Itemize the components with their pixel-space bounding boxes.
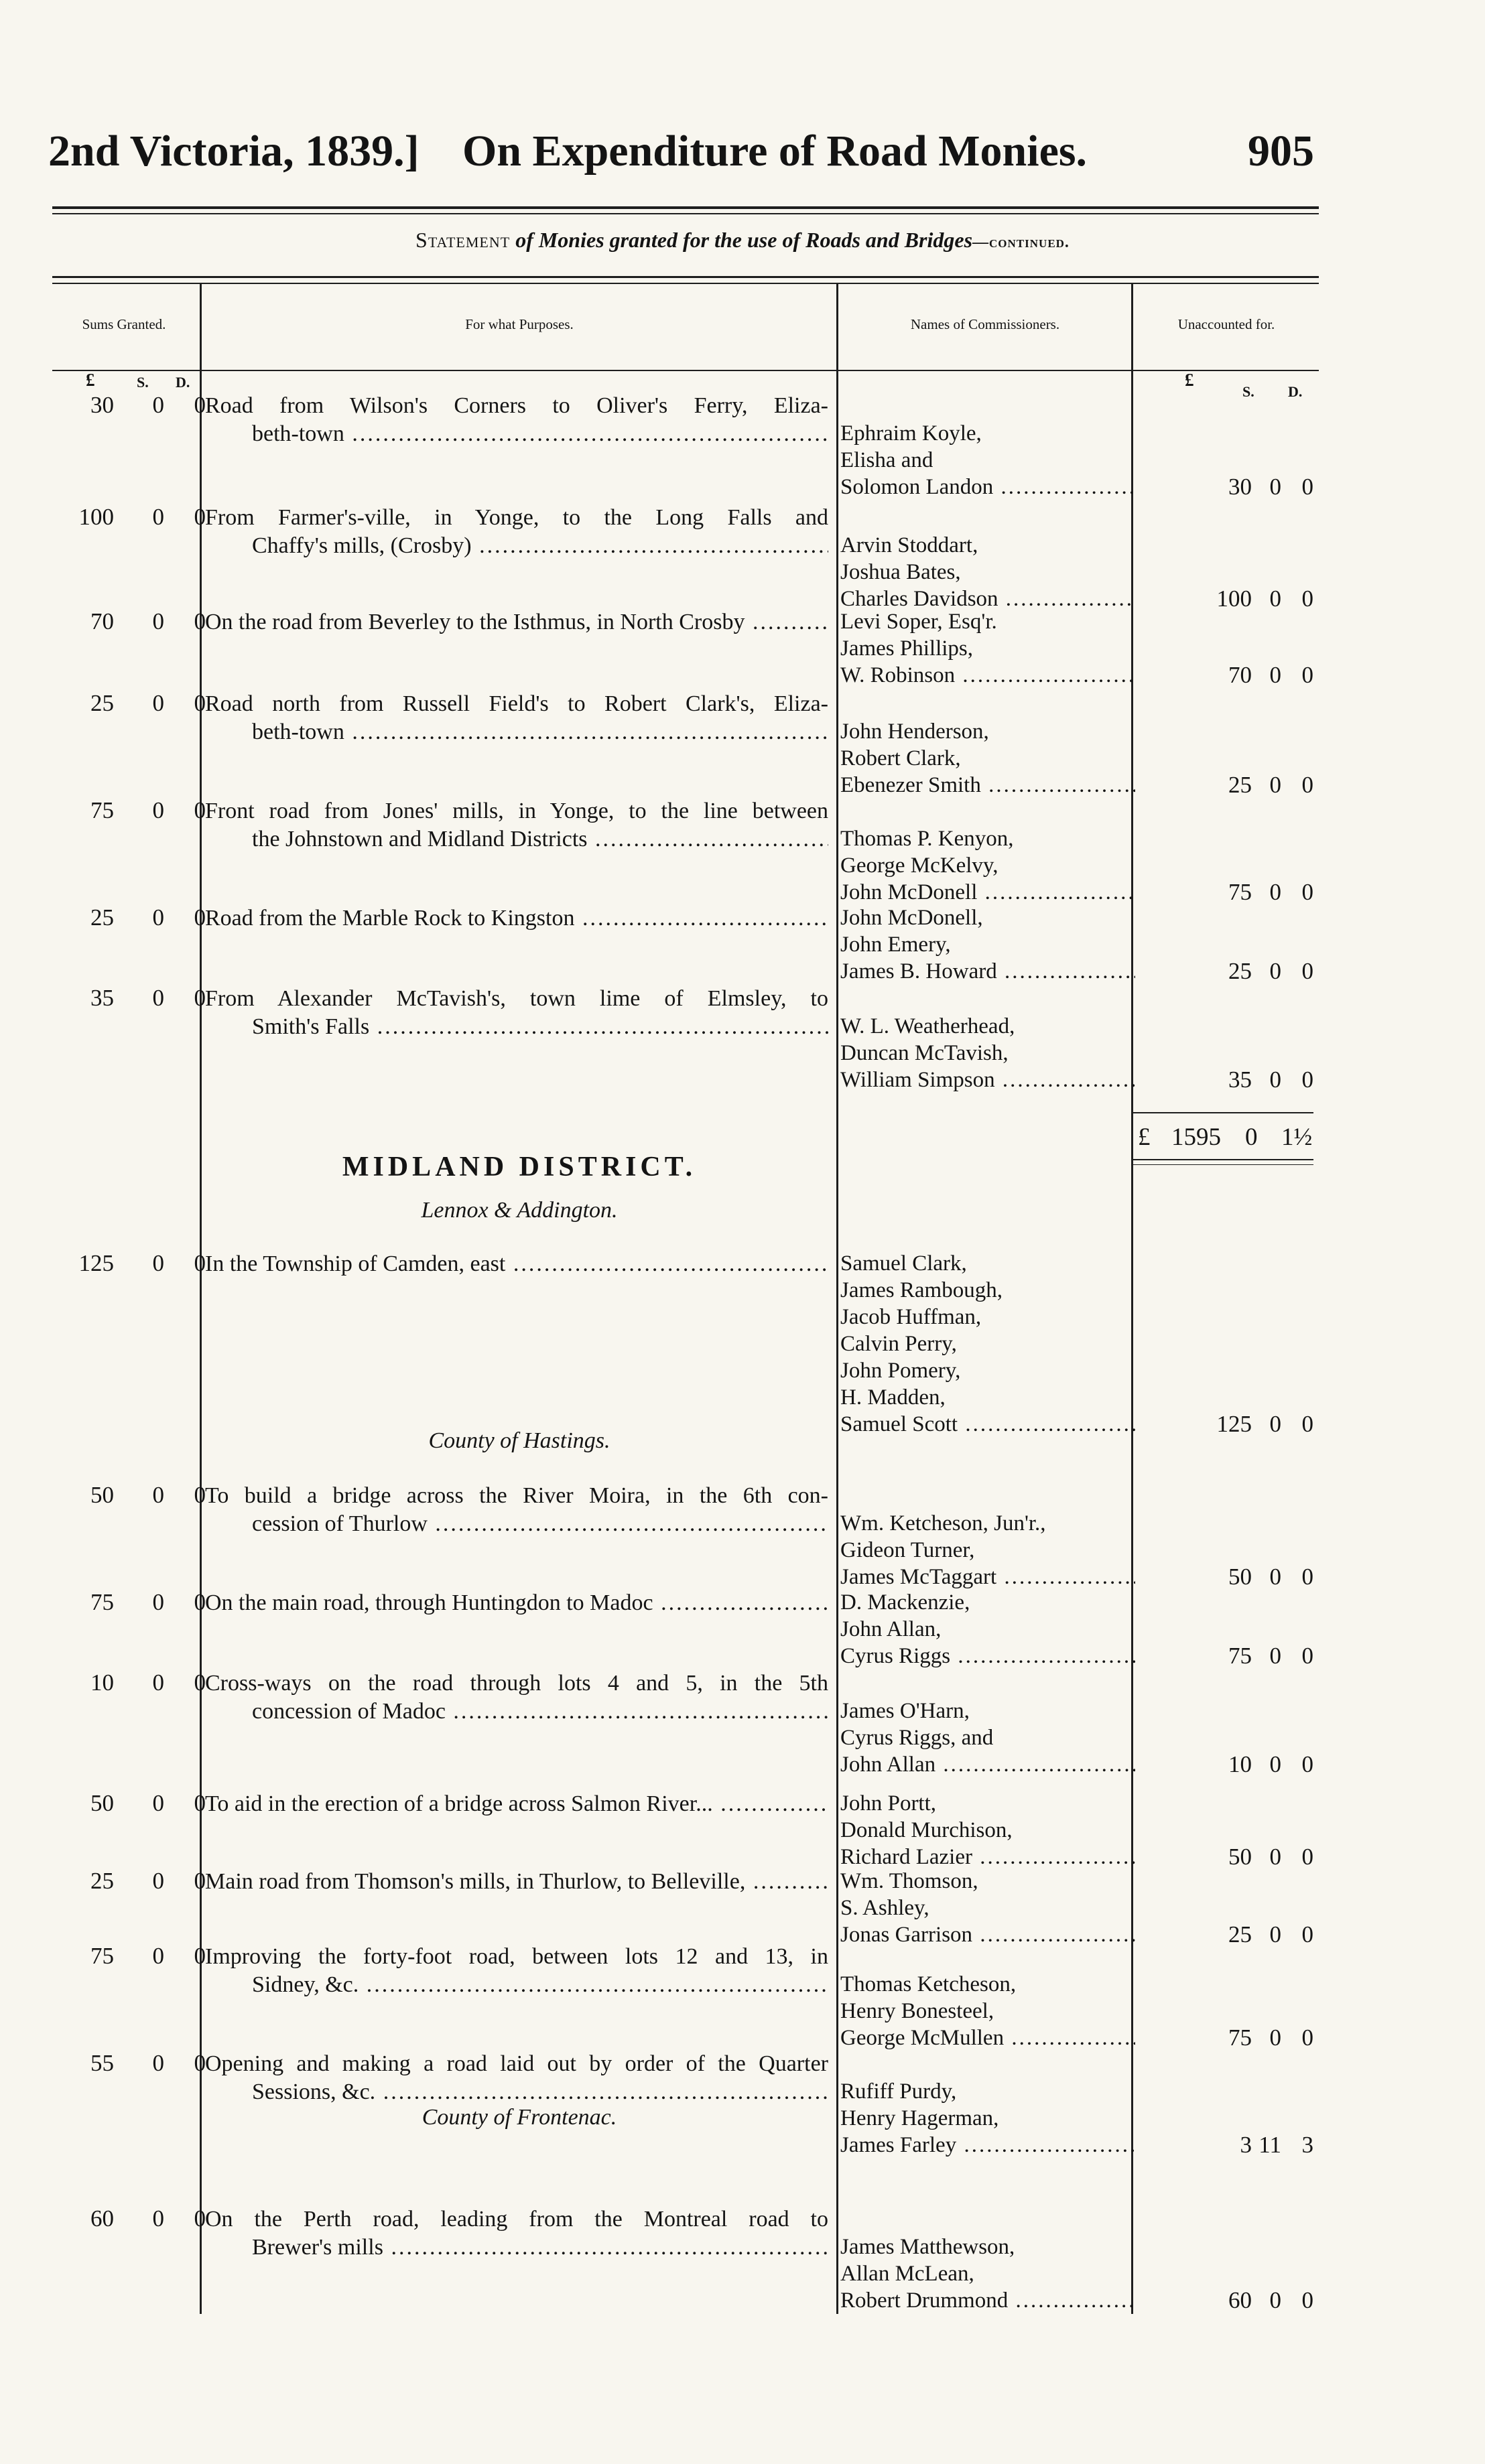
purpose-text <box>205 2205 828 2262</box>
commissioner-name: George McKelvy, <box>840 853 998 878</box>
commissioner-name: John McDonell, <box>840 906 983 930</box>
unaccounted-pence: 0 <box>1301 474 1313 500</box>
unaccounted-shillings: 0 <box>1269 958 1281 984</box>
commissioner-name: John Portt, <box>840 1791 937 1816</box>
purpose-line-1: From Alexander McTavish's, town lime of Elmsley, to <box>205 986 828 1011</box>
sum-pence: 0 <box>194 1868 206 1894</box>
commissioners <box>840 1790 1135 1870</box>
commissioner-name: John Allan ..... <box>840 1751 1135 1778</box>
commissioner-name: Wm. Ketcheson, Jun'r., <box>840 1511 1046 1535</box>
commissioner-name: John McDonell ..... <box>840 879 1135 906</box>
sum-shillings: 0 <box>152 1790 164 1816</box>
commissioner-name: Thomas Ketcheson, <box>840 1972 1017 1996</box>
unaccounted-pounds: 75 <box>1228 2025 1252 2051</box>
unaccounted-pounds: 50 <box>1228 1844 1252 1870</box>
purpose-line-1: On the main road, through Huntingdon to Madoc ..... <box>205 1589 828 1617</box>
sum-pounds: 25 <box>90 690 114 716</box>
sum-pounds: 30 <box>90 392 114 418</box>
unaccounted-shillings: 0 <box>1269 879 1281 905</box>
commissioner-name: Wm. Thomson, <box>840 1869 978 1893</box>
commissioner-name: William Simpson ..... <box>840 1067 1135 1093</box>
sum-pence: 0 <box>194 1589 206 1615</box>
sum-shillings: 0 <box>152 608 164 634</box>
commissioner-name: John Emery, <box>840 933 951 957</box>
header-rule-bottom <box>52 213 1319 214</box>
unaccounted-pence: 0 <box>1301 772 1313 798</box>
commissioner-name: H. Madden, <box>840 1385 946 1410</box>
sum-shillings: 0 <box>152 504 164 530</box>
purpose-text <box>205 1669 828 1726</box>
purpose-text <box>205 1250 828 1278</box>
total-pence: 1½ <box>1281 1123 1313 1151</box>
sum-shillings: 0 <box>152 2205 164 2232</box>
unaccounted-pence: 0 <box>1301 662 1313 688</box>
commissioner-name: John Henderson, <box>840 720 989 744</box>
commissioner-name: James Farley ..... <box>840 2132 1135 2159</box>
unaccounted-shillings: 0 <box>1269 772 1281 798</box>
commissioners <box>840 1510 1135 1590</box>
sum-pounds: 70 <box>90 608 114 634</box>
unaccounted-pounds: 60 <box>1228 2287 1252 2313</box>
commissioner-name: Samuel Scott ..... <box>840 1411 1135 1438</box>
commissioner-name: John Allan, <box>840 1617 942 1641</box>
header-rule-top <box>52 206 1319 209</box>
commissioners <box>840 420 1135 500</box>
purpose-line-1: From Farmer's-ville, in Yonge, to the Long Falls and <box>205 505 828 530</box>
sum-pence: 0 <box>194 690 206 716</box>
running-head-left: 2nd Victoria, 1839.] <box>48 127 419 176</box>
col-header-unaccounted: Unaccounted for. <box>1177 316 1275 332</box>
purpose-line-2: the Johnstown and Midland Districts ..... <box>205 825 828 853</box>
purpose-text <box>205 2050 828 2106</box>
commissioner-name: Allan McLean, <box>840 2262 974 2286</box>
sum-pounds: 60 <box>90 2205 114 2232</box>
commissioner-name: Richard Lazier ..... <box>840 1844 1135 1870</box>
commissioner-name: James Phillips, <box>840 636 974 661</box>
purpose-line-1: To build a bridge across the River Moira, in the 6th con- <box>205 1483 828 1508</box>
unit-pence: D. <box>176 374 190 391</box>
commissioners <box>840 1589 1135 1669</box>
unaccounted-pence: 0 <box>1301 1921 1313 1947</box>
caption-statement: Statement <box>415 228 511 252</box>
unit-pound: £ <box>86 370 95 390</box>
purpose-line-2: concession of Madoc ..... <box>205 1698 828 1726</box>
col-header-names: Names of Commissioners. <box>910 316 1060 332</box>
sum-pence: 0 <box>194 1669 206 1696</box>
unaccounted-shillings: 0 <box>1269 1751 1281 1777</box>
unaccounted-pounds: 25 <box>1228 772 1252 798</box>
commissioners <box>840 1698 1135 1778</box>
sum-pounds: 100 <box>78 504 114 530</box>
unaccounted-pence: 0 <box>1301 2287 1313 2313</box>
section-lennox: Lennox & Addington. <box>421 1198 618 1223</box>
unaccounted-pence: 0 <box>1301 1643 1313 1669</box>
commissioner-name: Cyrus Riggs ..... <box>840 1643 1135 1669</box>
commissioner-name: John Pomery, <box>840 1359 961 1383</box>
unaccounted-pounds: 25 <box>1228 958 1252 984</box>
purpose-line-2: Sidney, &c. ..... <box>205 1971 828 1999</box>
purpose-line-1: Improving the forty-foot road, between lots 12 and 13, in <box>205 1944 828 1969</box>
purpose-text <box>205 1790 828 1818</box>
unaccounted-pounds: 3 <box>1240 2132 1252 2158</box>
unaccounted-shillings: 0 <box>1269 662 1281 688</box>
commissioner-name: Robert Drummond ..... <box>840 2287 1135 2314</box>
sum-pence: 0 <box>194 2205 206 2232</box>
commissioners <box>840 2234 1135 2314</box>
sum-shillings: 0 <box>152 1589 164 1615</box>
sum-pence: 0 <box>194 904 206 931</box>
purpose-line-1: In the Township of Camden, east ..... <box>205 1250 828 1278</box>
column-divider-2 <box>836 284 838 2314</box>
sum-shillings: 0 <box>152 797 164 823</box>
commissioner-name: George McMullen ..... <box>840 2025 1135 2051</box>
commissioners <box>840 1868 1135 1948</box>
purpose-line-2: cession of Thurlow ..... <box>205 1510 828 1538</box>
purpose-line-2: beth-town ..... <box>205 420 828 448</box>
unaccounted-pence: 0 <box>1301 1067 1313 1093</box>
running-head-title: On Expenditure of Road Monies. <box>462 127 1088 176</box>
unaccounted-shillings: 0 <box>1269 1411 1281 1437</box>
unit-pound-right: £ <box>1185 370 1194 390</box>
commissioner-name: S. Ashley, <box>840 1896 929 1920</box>
commissioner-name: Calvin Perry, <box>840 1332 957 1356</box>
total-pounds: 1595 <box>1171 1123 1221 1151</box>
sum-pence: 0 <box>194 2050 206 2076</box>
unaccounted-shillings: 0 <box>1269 2287 1281 2313</box>
total-shillings: 0 <box>1245 1123 1258 1151</box>
sum-shillings: 0 <box>152 985 164 1011</box>
purpose-text <box>205 504 828 560</box>
total-rule-top <box>1133 1112 1313 1113</box>
unaccounted-shillings: 11 <box>1258 2132 1281 2158</box>
commissioners <box>840 1250 1135 1438</box>
unaccounted-pounds: 10 <box>1228 1751 1252 1777</box>
unaccounted-pounds: 50 <box>1228 1564 1252 1590</box>
unaccounted-pounds: 70 <box>1228 662 1252 688</box>
caption-text: of Monies granted for the use of Roads and Bridges <box>510 228 973 252</box>
unaccounted-pence: 0 <box>1301 1564 1313 1590</box>
table-rule-top <box>52 276 1319 278</box>
sum-shillings: 0 <box>152 690 164 716</box>
unit-shilling: S. <box>137 374 149 391</box>
sum-pounds: 50 <box>90 1790 114 1816</box>
purpose-line-1: Front road from Jones' mills, in Yonge, to the line between <box>205 799 828 823</box>
commissioner-name: Henry Bonesteel, <box>840 1999 994 2023</box>
purpose-line-1: On the road from Beverley to the Isthmus, in North Crosby ..... <box>205 608 828 636</box>
purpose-line-2: beth-town ..... <box>205 718 828 746</box>
commissioners <box>840 1971 1135 2051</box>
unaccounted-shillings: 0 <box>1269 586 1281 612</box>
unaccounted-shillings: 0 <box>1269 1643 1281 1669</box>
sum-pence: 0 <box>194 608 206 634</box>
unaccounted-pounds: 30 <box>1228 474 1252 500</box>
sum-pence: 0 <box>194 1250 206 1276</box>
sum-shillings: 0 <box>152 1250 164 1276</box>
unaccounted-shillings: 0 <box>1269 1067 1281 1093</box>
commissioner-name: Elisha and <box>840 448 933 472</box>
commissioner-name: Henry Hagerman, <box>840 2106 999 2130</box>
commissioner-name: James B. Howard ..... <box>840 958 1135 985</box>
page-number: 905 <box>1248 127 1314 176</box>
unaccounted-shillings: 0 <box>1269 2025 1281 2051</box>
commissioner-name: Levi Soper, Esq'r. <box>840 610 997 634</box>
sum-pence: 0 <box>194 1790 206 1816</box>
purpose-text <box>205 608 828 636</box>
unit-pence-right: D. <box>1288 383 1303 400</box>
commissioner-name: Charles Davidson ..... <box>840 586 1135 612</box>
sum-pounds: 25 <box>90 904 114 931</box>
unaccounted-shillings: 0 <box>1269 474 1281 500</box>
commissioners <box>840 2078 1135 2159</box>
purpose-line-1: On the Perth road, leading from the Montreal road to <box>205 2207 828 2232</box>
unaccounted-pence: 0 <box>1301 958 1313 984</box>
commissioners <box>840 904 1135 985</box>
unaccounted-shillings: 0 <box>1269 1844 1281 1870</box>
commissioner-name: Duncan McTavish, <box>840 1041 1009 1065</box>
col-header-sums: Sums Granted. <box>82 316 166 332</box>
unaccounted-pence: 0 <box>1301 1751 1313 1777</box>
sum-shillings: 0 <box>152 1482 164 1508</box>
commissioners <box>840 532 1135 612</box>
sum-pounds: 75 <box>90 1589 114 1615</box>
purpose-line-1: Opening and making a road laid out by order of the Quarter <box>205 2051 828 2076</box>
caption-continued: —continued. <box>972 234 1070 251</box>
commissioner-name: Solomon Landon ..... <box>840 474 1135 500</box>
total-rule-bottom2 <box>1133 1164 1313 1165</box>
purpose-text <box>205 1482 828 1538</box>
sum-pence: 0 <box>194 504 206 530</box>
commissioner-name: Jacob Huffman, <box>840 1305 982 1329</box>
unaccounted-pence: 0 <box>1301 1844 1313 1870</box>
unaccounted-pence: 3 <box>1301 2132 1313 2158</box>
sum-pounds: 50 <box>90 1482 114 1508</box>
unit-shilling-right: S. <box>1242 383 1254 400</box>
sum-shillings: 0 <box>152 2050 164 2076</box>
commissioner-name: Cyrus Riggs, and <box>840 1726 994 1750</box>
sum-pounds: 25 <box>90 1868 114 1894</box>
unaccounted-pounds: 75 <box>1228 879 1252 905</box>
column-divider-1 <box>200 284 202 2314</box>
unaccounted-pounds: 25 <box>1228 1921 1252 1947</box>
unaccounted-shillings: 0 <box>1269 1564 1281 1590</box>
purpose-line-2: Chaffy's mills, (Crosby) ..... <box>205 532 828 560</box>
section-frontenac: County of Frontenac. <box>422 2105 617 2130</box>
commissioner-name: Ephraim Koyle, <box>840 421 982 446</box>
unaccounted-pence: 0 <box>1301 586 1313 612</box>
commissioner-name: Thomas P. Kenyon, <box>840 827 1014 851</box>
sum-shillings: 0 <box>152 1868 164 1894</box>
purpose-text <box>205 797 828 853</box>
commissioners <box>840 718 1135 799</box>
purpose-line-1: To aid in the erection of a bridge across Salmon River... ..... <box>205 1790 828 1818</box>
total-pound: £ <box>1138 1123 1151 1151</box>
sum-shillings: 0 <box>152 392 164 418</box>
district-heading: MIDLAND DISTRICT. <box>342 1152 697 1182</box>
sum-shillings: 0 <box>152 1669 164 1696</box>
table-rule-top2 <box>52 283 1319 284</box>
unaccounted-pounds: 100 <box>1216 586 1252 612</box>
col-header-purposes: For what Purposes. <box>465 316 574 332</box>
commissioner-name: D. Mackenzie, <box>840 1590 970 1615</box>
commissioner-name: James Rambough, <box>840 1278 1003 1302</box>
unaccounted-pence: 0 <box>1301 879 1313 905</box>
commissioner-name: W. Robinson ..... <box>840 662 1135 689</box>
purpose-text <box>205 904 828 933</box>
sum-pence: 0 <box>194 392 206 418</box>
sum-shillings: 0 <box>152 904 164 931</box>
unaccounted-pence: 0 <box>1301 2025 1313 2051</box>
table-caption <box>0 228 1485 253</box>
purpose-line-1: Road north from Russell Field's to Robert Clark's, Eliza- <box>205 691 828 716</box>
purpose-line-1: Road from the Marble Rock to Kingston ..... <box>205 904 828 933</box>
commissioner-name: James O'Harn, <box>840 1699 970 1723</box>
sum-pence: 0 <box>194 1482 206 1508</box>
commissioner-name: W. L. Weatherhead, <box>840 1014 1015 1038</box>
unaccounted-pounds: 75 <box>1228 1643 1252 1669</box>
purpose-text <box>205 1943 828 1999</box>
commissioner-name: Donald Murchison, <box>840 1818 1013 1842</box>
commissioner-name: Rufiff Purdy, <box>840 2079 957 2104</box>
commissioner-name: Robert Clark, <box>840 746 961 770</box>
commissioner-name: Samuel Clark, <box>840 1251 967 1276</box>
purpose-line-1: Road from Wilson's Corners to Oliver's Ferry, Eliza- <box>205 393 828 418</box>
purpose-line-2: Sessions, &c. ..... <box>205 2078 828 2106</box>
commissioner-name: Gideon Turner, <box>840 1538 975 1562</box>
commissioner-name: James McTaggart ..... <box>840 1564 1135 1590</box>
commissioners <box>840 1013 1135 1093</box>
unaccounted-pounds: 125 <box>1216 1411 1252 1437</box>
sum-pounds: 75 <box>90 797 114 823</box>
purpose-text <box>205 1589 828 1617</box>
purpose-text <box>205 392 828 448</box>
sum-pounds: 35 <box>90 985 114 1011</box>
sum-pence: 0 <box>194 797 206 823</box>
unaccounted-pounds: 35 <box>1228 1067 1252 1093</box>
sum-pounds: 75 <box>90 1943 114 1969</box>
commissioner-name: James Matthewson, <box>840 2235 1015 2259</box>
commissioner-name: Ebenezer Smith ..... <box>840 772 1135 799</box>
purpose-line-1: Main road from Thomson's mills, in Thurlow, to Belleville, ..... <box>205 1868 828 1896</box>
column-header-rule <box>52 370 1319 371</box>
commissioner-name: Jonas Garrison ..... <box>840 1921 1135 1948</box>
total-rule-bottom <box>1133 1159 1313 1160</box>
sum-pence: 0 <box>194 985 206 1011</box>
purpose-line-2: Brewer's mills ..... <box>205 2234 828 2262</box>
sum-pounds: 55 <box>90 2050 114 2076</box>
purpose-line-1: Cross-ways on the road through lots 4 and 5, in the 5th <box>205 1671 828 1696</box>
commissioners <box>840 825 1135 906</box>
purpose-text <box>205 1868 828 1896</box>
commissioners <box>840 608 1135 689</box>
unaccounted-shillings: 0 <box>1269 1921 1281 1947</box>
purpose-text <box>205 690 828 746</box>
sum-pounds: 10 <box>90 1669 114 1696</box>
commissioner-name: Arvin Stoddart, <box>840 533 978 557</box>
section-hastings: County of Hastings. <box>428 1428 610 1453</box>
purpose-text <box>205 985 828 1041</box>
sum-pence: 0 <box>194 1943 206 1969</box>
sum-shillings: 0 <box>152 1943 164 1969</box>
sum-pounds: 125 <box>78 1250 114 1276</box>
commissioner-name: Joshua Bates, <box>840 560 961 584</box>
unaccounted-pence: 0 <box>1301 1411 1313 1437</box>
purpose-line-2: Smith's Falls ..... <box>205 1013 828 1041</box>
